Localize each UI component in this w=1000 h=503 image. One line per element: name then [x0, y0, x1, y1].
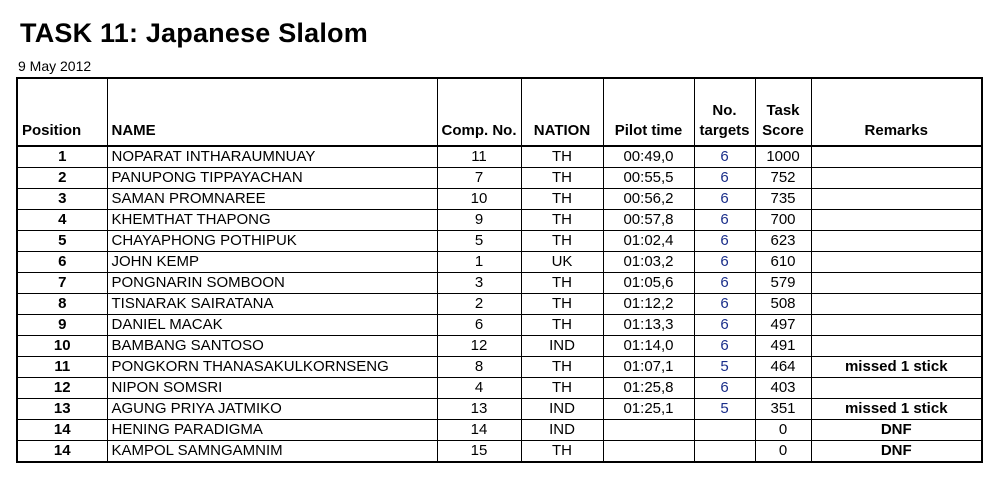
cell-pilot-time: 01:02,4 — [603, 231, 694, 252]
cell-position: 11 — [17, 357, 107, 378]
cell-pilot-time: 00:56,2 — [603, 189, 694, 210]
cell-no-targets: 6 — [694, 210, 755, 231]
cell-comp-no: 4 — [437, 378, 521, 399]
cell-name: HENING PARADIGMA — [107, 420, 437, 441]
cell-name: SAMAN PROMNAREE — [107, 189, 437, 210]
cell-remarks — [811, 336, 982, 357]
cell-pilot-time: 00:55,5 — [603, 168, 694, 189]
table-row — [17, 189, 982, 210]
cell-comp-no: 7 — [437, 168, 521, 189]
table-row — [17, 357, 982, 378]
cell-nation: UK — [521, 252, 603, 273]
cell-name: PONGNARIN SOMBOON — [107, 273, 437, 294]
cell-position: 12 — [17, 378, 107, 399]
cell-remarks — [811, 189, 982, 210]
cell-nation: TH — [521, 294, 603, 315]
cell-task-score: 735 — [755, 189, 811, 210]
cell-comp-no: 10 — [437, 189, 521, 210]
cell-nation: IND — [521, 336, 603, 357]
cell-comp-no: 9 — [437, 210, 521, 231]
cell-task-score: 700 — [755, 210, 811, 231]
cell-comp-no: 5 — [437, 231, 521, 252]
cell-comp-no: 6 — [437, 315, 521, 336]
cell-task-score: 351 — [755, 399, 811, 420]
cell-pilot-time: 01:14,0 — [603, 336, 694, 357]
cell-pilot-time: 01:25,8 — [603, 378, 694, 399]
header-pilot-time: Pilot time — [603, 78, 694, 146]
cell-no-targets: 6 — [694, 146, 755, 168]
cell-remarks — [811, 294, 982, 315]
cell-nation: IND — [521, 399, 603, 420]
page-title: TASK 11: Japanese Slalom — [20, 18, 368, 48]
cell-pilot-time: 01:25,1 — [603, 399, 694, 420]
cell-pilot-time: 01:07,1 — [603, 357, 694, 378]
cell-no-targets: 6 — [694, 168, 755, 189]
cell-task-score: 623 — [755, 231, 811, 252]
cell-position: 10 — [17, 336, 107, 357]
table-row — [17, 294, 982, 315]
cell-nation: TH — [521, 315, 603, 336]
cell-pilot-time: 01:12,2 — [603, 294, 694, 315]
cell-position: 9 — [17, 315, 107, 336]
cell-nation: TH — [521, 378, 603, 399]
cell-remarks: missed 1 stick — [811, 357, 982, 378]
cell-nation: TH — [521, 357, 603, 378]
header-nation: NATION — [521, 78, 603, 146]
cell-nation: IND — [521, 420, 603, 441]
cell-comp-no: 15 — [437, 441, 521, 463]
cell-comp-no: 3 — [437, 273, 521, 294]
header-row — [17, 78, 982, 146]
cell-no-targets: 6 — [694, 273, 755, 294]
cell-no-targets — [694, 441, 755, 463]
header-comp-no: Comp. No. — [437, 78, 521, 146]
cell-remarks: DNF — [811, 420, 982, 441]
cell-nation: TH — [521, 441, 603, 463]
cell-remarks: DNF — [811, 441, 982, 463]
cell-task-score: 610 — [755, 252, 811, 273]
cell-name: KAMPOL SAMNGAMNIM — [107, 441, 437, 463]
cell-remarks — [811, 273, 982, 294]
header-remarks: Remarks — [811, 78, 982, 146]
cell-remarks — [811, 146, 982, 168]
cell-name: BAMBANG SANTOSO — [107, 336, 437, 357]
cell-pilot-time: 00:49,0 — [603, 146, 694, 168]
table-row — [17, 231, 982, 252]
table-row — [17, 336, 982, 357]
cell-task-score: 579 — [755, 273, 811, 294]
cell-no-targets: 5 — [694, 399, 755, 420]
cell-no-targets: 6 — [694, 294, 755, 315]
table-row — [17, 168, 982, 189]
cell-position: 2 — [17, 168, 107, 189]
cell-name: DANIEL MACAK — [107, 315, 437, 336]
cell-nation: TH — [521, 168, 603, 189]
cell-position: 1 — [17, 146, 107, 168]
table-row — [17, 273, 982, 294]
cell-name: AGUNG PRIYA JATMIKO — [107, 399, 437, 420]
cell-comp-no: 13 — [437, 399, 521, 420]
cell-name: KHEMTHAT THAPONG — [107, 210, 437, 231]
cell-no-targets — [694, 420, 755, 441]
cell-pilot-time: 01:05,6 — [603, 273, 694, 294]
table-row — [17, 399, 982, 420]
results-table — [16, 77, 983, 463]
cell-name: PANUPONG TIPPAYACHAN — [107, 168, 437, 189]
cell-name: NOPARAT INTHARAUMNUAY — [107, 146, 437, 168]
cell-remarks — [811, 378, 982, 399]
cell-name: NIPON SOMSRI — [107, 378, 437, 399]
results-body — [17, 146, 982, 462]
cell-position: 3 — [17, 189, 107, 210]
cell-pilot-time — [603, 420, 694, 441]
cell-position: 5 — [17, 231, 107, 252]
table-row — [17, 441, 982, 463]
cell-name: TISNARAK SAIRATANA — [107, 294, 437, 315]
cell-position: 14 — [17, 441, 107, 463]
cell-nation: TH — [521, 210, 603, 231]
table-row — [17, 252, 982, 273]
cell-position: 6 — [17, 252, 107, 273]
cell-remarks: missed 1 stick — [811, 399, 982, 420]
cell-task-score: 0 — [755, 441, 811, 463]
table-row — [17, 315, 982, 336]
cell-position: 8 — [17, 294, 107, 315]
cell-no-targets: 6 — [694, 231, 755, 252]
cell-pilot-time — [603, 441, 694, 463]
cell-name: JOHN KEMP — [107, 252, 437, 273]
cell-task-score: 403 — [755, 378, 811, 399]
cell-task-score: 752 — [755, 168, 811, 189]
cell-remarks — [811, 231, 982, 252]
cell-nation: TH — [521, 273, 603, 294]
cell-no-targets: 6 — [694, 378, 755, 399]
cell-no-targets: 6 — [694, 252, 755, 273]
cell-comp-no: 1 — [437, 252, 521, 273]
cell-no-targets: 6 — [694, 315, 755, 336]
header-name: NAME — [107, 78, 437, 146]
cell-name: PONGKORN THANASAKULKORNSENG — [107, 357, 437, 378]
cell-remarks — [811, 168, 982, 189]
table-row — [17, 146, 982, 168]
cell-comp-no: 11 — [437, 146, 521, 168]
cell-comp-no: 2 — [437, 294, 521, 315]
header-task-score: Task Score — [755, 78, 811, 146]
cell-task-score: 497 — [755, 315, 811, 336]
table-row — [17, 378, 982, 399]
table-row — [17, 420, 982, 441]
cell-remarks — [811, 210, 982, 231]
cell-task-score: 491 — [755, 336, 811, 357]
cell-no-targets: 6 — [694, 189, 755, 210]
task-date: 9 May 2012 — [18, 58, 92, 74]
cell-position: 13 — [17, 399, 107, 420]
cell-name: CHAYAPHONG POTHIPUK — [107, 231, 437, 252]
cell-nation: TH — [521, 146, 603, 168]
cell-comp-no: 14 — [437, 420, 521, 441]
cell-position: 4 — [17, 210, 107, 231]
cell-comp-no: 12 — [437, 336, 521, 357]
cell-task-score: 1000 — [755, 146, 811, 168]
cell-remarks — [811, 252, 982, 273]
cell-nation: TH — [521, 189, 603, 210]
header-no-targets: No. targets — [694, 78, 755, 146]
table-row — [17, 210, 982, 231]
cell-no-targets: 5 — [694, 357, 755, 378]
cell-task-score: 508 — [755, 294, 811, 315]
cell-pilot-time: 01:03,2 — [603, 252, 694, 273]
cell-task-score: 464 — [755, 357, 811, 378]
cell-no-targets: 6 — [694, 336, 755, 357]
cell-nation: TH — [521, 231, 603, 252]
cell-comp-no: 8 — [437, 357, 521, 378]
cell-pilot-time: 01:13,3 — [603, 315, 694, 336]
cell-pilot-time: 00:57,8 — [603, 210, 694, 231]
cell-task-score: 0 — [755, 420, 811, 441]
cell-position: 7 — [17, 273, 107, 294]
cell-position: 14 — [17, 420, 107, 441]
cell-remarks — [811, 315, 982, 336]
header-position: Position — [17, 78, 107, 146]
